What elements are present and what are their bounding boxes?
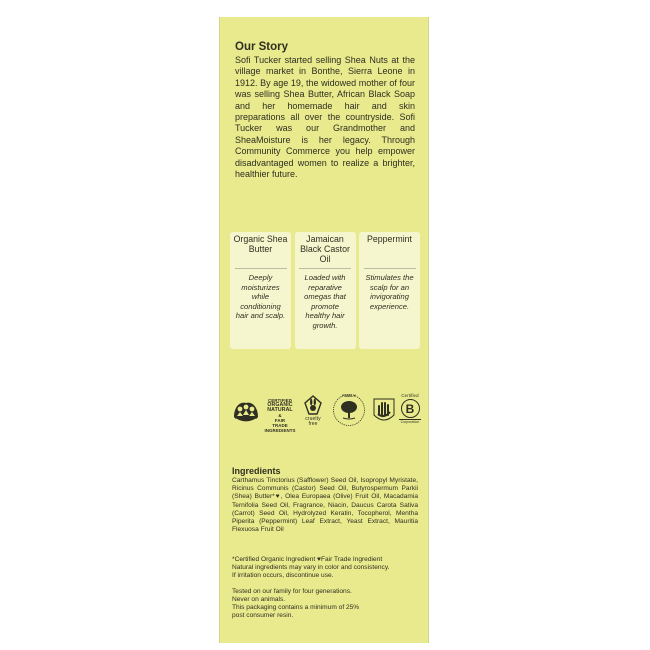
ingredients-heading: Ingredients — [232, 466, 281, 476]
badge-text: NATURAL — [267, 407, 293, 413]
b-corp-icon: B — [401, 399, 420, 418]
our-story-section — [235, 41, 415, 180]
packaging-note: This packaging contains a minimum of 25% — [232, 604, 360, 612]
family-text: FAMILY — [342, 394, 356, 398]
fair-trade-hand-badge — [372, 395, 396, 425]
community-commerce-logo — [232, 397, 260, 427]
badge-text: FAIR TRADE — [272, 418, 288, 428]
badge-text: ORGANIC — [267, 402, 293, 408]
badge-text: INGREDIENTS — [264, 428, 296, 433]
family-badge — [332, 393, 366, 427]
tested-note: Tested on our family for four generations. — [232, 587, 352, 595]
feature-card-castor-oil — [295, 232, 356, 349]
bunny-icon — [303, 395, 323, 417]
spacer — [232, 581, 418, 588]
cruelty-free-badge — [300, 395, 326, 427]
feature-title: Organic Shea Butter — [233, 234, 288, 254]
feature-title: Peppermint — [367, 234, 412, 244]
packaging-note: post consumer resin. — [232, 612, 294, 620]
b-corp-badge — [398, 393, 422, 425]
feature-description: Stimulates the scalp for an invigorating experience. — [365, 273, 414, 311]
ingredients-section — [232, 466, 418, 534]
feature-title: Jamaican Black Castor Oil — [300, 234, 350, 264]
divider — [364, 268, 416, 269]
feature-cards — [230, 232, 420, 349]
certified-organic-badge — [264, 398, 296, 433]
corporation-text: Corporation — [400, 420, 420, 424]
divider — [299, 268, 351, 269]
our-story-heading: Our Story — [235, 41, 289, 53]
irritation-note: If irritation occurs, discontinue use. — [232, 572, 334, 580]
certified-note: *Certified Organic Ingredient ♥Fair Trade Ingredient — [232, 556, 383, 563]
ingredients-list: Carthamus Tinctorius (Safflower) Seed Oil, Isopropyl Myristate, Ricinus Communis (Castor) Seed Oil, Butyrospermum Parkii (Shea) Butter*♥, Olea Europaea (Olive) Fruit Oil, Macadamia Ternifolia Seed Oil, Fragrance, Niacin, Daucus Carota Sativa (Carrot) Seed Oil, Hydrolyzed Keratin, Tocopherol, Mentha Piperita (Peppermint) Leaf Extract, Yeast Extract, Mauritia Flexuosa Fruit Oil — [232, 477, 418, 534]
animals-note: Never on animals. — [232, 595, 286, 603]
feature-card-peppermint — [359, 232, 420, 349]
product-box-panel — [219, 17, 429, 643]
badge-text: CERTIFIED — [267, 398, 293, 403]
certified-text: Certified — [401, 393, 419, 398]
cruelty-free-text: cruelty free — [305, 416, 321, 427]
variation-note: Natural ingredients may vary in color and consistency. — [232, 564, 390, 572]
feature-card-shea-butter — [230, 232, 291, 349]
certification-badges — [232, 389, 422, 439]
divider — [235, 268, 287, 269]
feature-description: Deeply moisturizes while conditioning hair and scalp. — [235, 273, 286, 321]
community-commerce-icon — [232, 397, 260, 427]
product-notes — [232, 556, 418, 620]
hand-icon — [372, 395, 396, 425]
our-story-text: Sofi Tucker started selling Shea Nuts at the village market in Bonthe, Sierra Leone in 1912. By age 19, the widowed mother of four was selling Shea Butter, African Black Soap and her homemade hair and skin preparations all over the countryside. Sofi Tucker was our Grandmother and SheaMoisture is her legacy. Through Community Commerce you help empower disadvantaged women to realize a brighter, healthier future. — [235, 55, 415, 180]
badge-text: & — [278, 413, 282, 418]
feature-description: Loaded with reparative omegas that promote healthy hair growth. — [304, 273, 346, 330]
